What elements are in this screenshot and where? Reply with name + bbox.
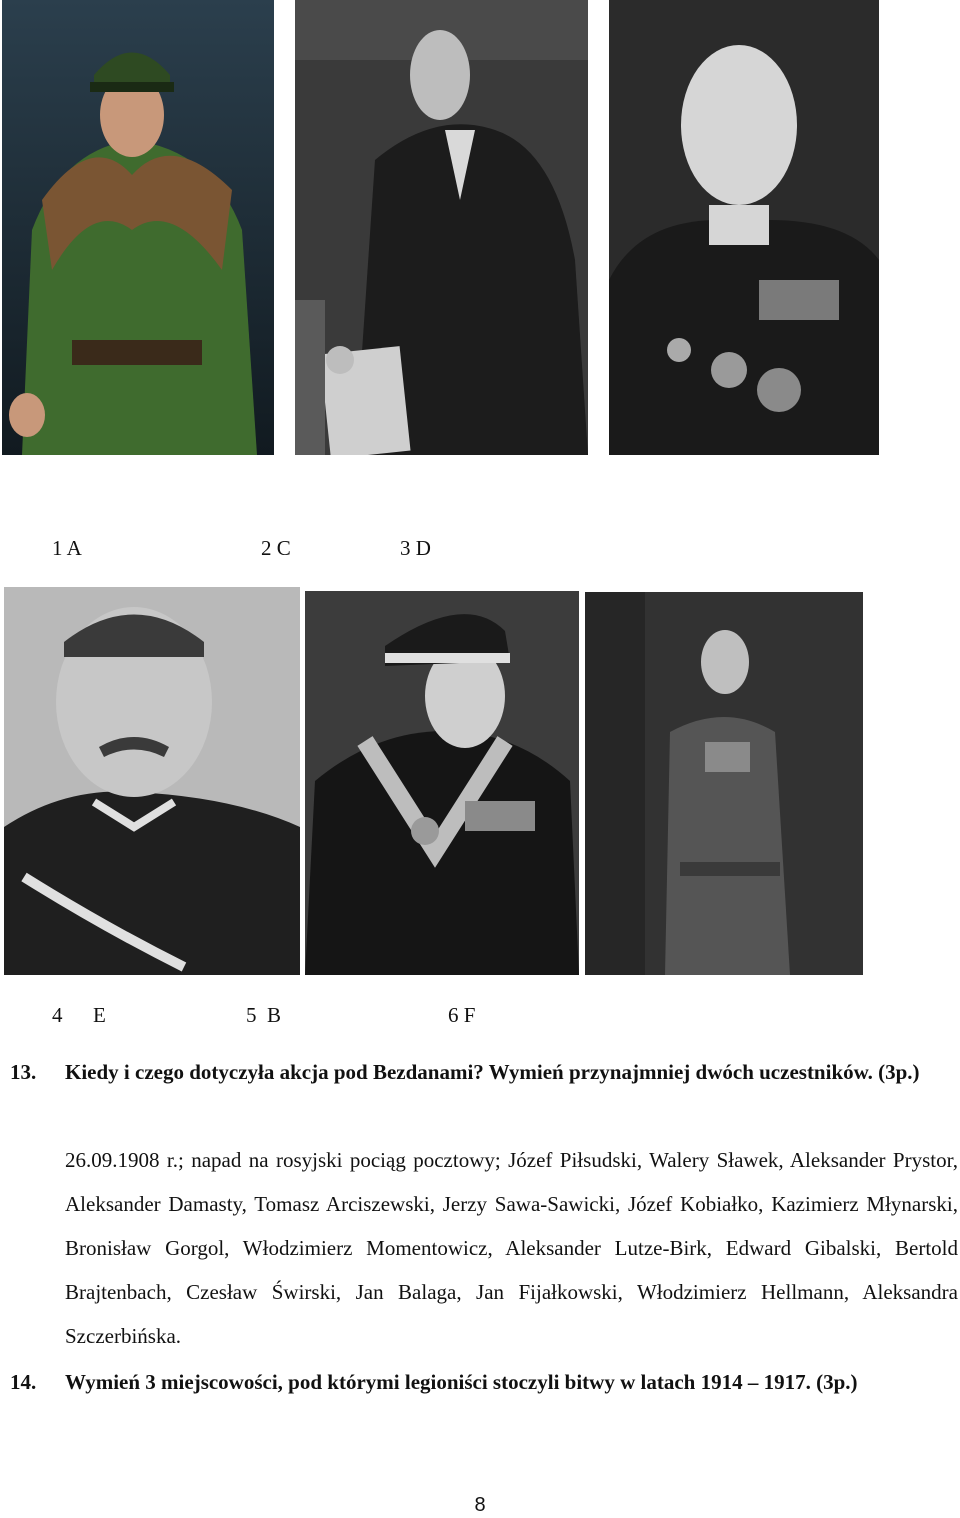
question-13 bbox=[10, 1050, 958, 1094]
caption-row-2 bbox=[0, 1003, 960, 1029]
photo-a bbox=[2, 0, 274, 455]
answer-13: 26.09.1908 r.; napad na rosyjski pociąg pocztowy; Józef Piłsudski, Walery Sławek, Aleksander Prystor, Aleksander Damasty, Tomasz Arciszewski, Jerzy Sawa-Sawicki, Józef Kobiałko, Kazimierz Młynarski, Bronisław Gorgol, Włodzimierz Momentowicz, Aleksander Lutze-Birk, Edward Gibalski, Bertold Brajtenbach, Czesław Świrski, Jan Balaga, Jan Fijałkowski, Włodzimierz Hellmann, Aleksandra Szczerbińska. bbox=[65, 1148, 958, 1348]
caption-4-number: 4 bbox=[52, 1003, 63, 1027]
caption-row-1 bbox=[0, 536, 960, 562]
photo-c bbox=[295, 0, 588, 455]
page-number: 8 bbox=[474, 1494, 486, 1516]
question-14 bbox=[10, 1360, 958, 1404]
photo-d bbox=[609, 0, 879, 455]
photo-f bbox=[585, 592, 863, 975]
photo-e bbox=[4, 587, 300, 975]
caption-3d: 3 D bbox=[400, 536, 431, 560]
question-14-number: 14. bbox=[10, 1370, 37, 1394]
photo-b bbox=[305, 591, 579, 975]
question-13-number: 13. bbox=[10, 1060, 37, 1084]
caption-2c: 2 C bbox=[261, 536, 291, 560]
caption-1a: 1 A bbox=[52, 536, 82, 560]
question-14-text: Wymień 3 miejscowości, pod którymi legioniści stoczyli bitwy w latach 1914 – 1917. (3p.) bbox=[65, 1370, 858, 1394]
question-13-text: Kiedy i czego dotyczyła akcja pod Bezdanami? Wymień przynajmniej dwóch uczestników. (3p.) bbox=[65, 1060, 920, 1084]
caption-4-letter: E bbox=[93, 1003, 106, 1027]
caption-6f: 6 F bbox=[448, 1003, 476, 1027]
caption-5b: 5 B bbox=[246, 1003, 282, 1027]
